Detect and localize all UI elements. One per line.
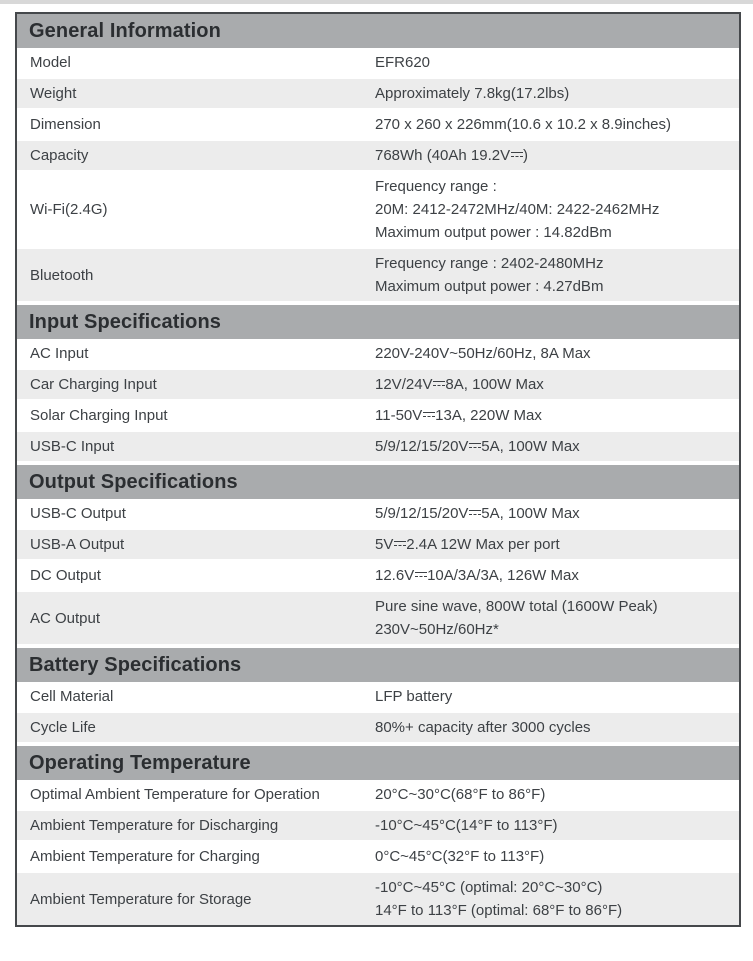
spec-label: AC Input: [30, 345, 89, 362]
spec-value-line: Frequency range :: [375, 178, 497, 195]
section-header-output-specifications: [17, 461, 739, 499]
spec-value-line: 12V/24V 8A, 100W Max: [375, 376, 544, 393]
spec-value: [375, 373, 739, 396]
spec-value: [375, 685, 739, 708]
spec-row-usb-a-output: [17, 528, 739, 559]
spec-row-cell-material: [17, 682, 739, 711]
spec-value-line: 0°C~45°C(32°F to 113°F): [375, 848, 545, 865]
page-top-divider: [0, 0, 753, 4]
spec-value-line: 270 x 260 x 226mm(10.6 x 10.2 x 8.9inches): [375, 116, 672, 133]
spec-row-dc-output: [17, 559, 739, 590]
spec-value: [375, 845, 739, 868]
dc-symbol-icon: [394, 541, 406, 549]
spec-label: USB-C Output: [30, 505, 126, 522]
spec-value-line: 14°F to 113°F (optimal: 68°F to 86°F): [375, 902, 623, 919]
spec-value: [375, 51, 739, 74]
section-title: Output Specifications: [29, 471, 238, 493]
spec-value-line: 5/9/12/15/20V 5A, 100W Max: [375, 438, 580, 455]
spec-label: Ambient Temperature for Discharging: [30, 817, 279, 834]
spec-row-optimal-ambient-temperature-for-operation: [17, 780, 739, 809]
spec-value-line: Maximum output power : 4.27dBm: [375, 278, 604, 295]
spec-value-line: -10°C~45°C(14°F to 113°F): [375, 817, 558, 834]
spec-value-line: 230V~50Hz/60Hz*: [375, 621, 499, 638]
spec-label: Weight: [30, 85, 77, 102]
section-title: General Information: [29, 20, 221, 42]
spec-label: Capacity: [30, 147, 89, 164]
spec-value: [375, 595, 739, 641]
spec-label: Solar Charging Input: [30, 407, 168, 424]
spec-label: DC Output: [30, 567, 101, 584]
spec-value: [375, 502, 739, 525]
spec-row-model: [17, 48, 739, 77]
spec-value-line: Maximum output power : 14.82dBm: [375, 224, 612, 241]
spec-row-dimension: [17, 108, 739, 139]
section-title: Operating Temperature: [29, 752, 251, 774]
spec-value: [375, 533, 739, 556]
spec-label: Cycle Life: [30, 719, 96, 736]
spec-value: [375, 252, 739, 298]
section-title: Battery Specifications: [29, 654, 242, 676]
spec-value-line: 11-50V 13A, 220W Max: [375, 407, 542, 424]
spec-row-car-charging-input: [17, 368, 739, 399]
dc-symbol-icon: [415, 572, 427, 580]
spec-value: [375, 404, 739, 427]
section-header-input-specifications: [17, 301, 739, 339]
spec-value-line: 80%+ capacity after 3000 cycles: [375, 719, 591, 736]
section-title: Input Specifications: [29, 311, 222, 333]
spec-row-cycle-life: [17, 711, 739, 742]
spec-value: [375, 342, 739, 365]
spec-value: [375, 144, 739, 167]
spec-label: Car Charging Input: [30, 376, 157, 393]
spec-value-line: Pure sine wave, 800W total (1600W Peak): [375, 598, 658, 615]
spec-row-capacity: [17, 139, 739, 170]
spec-label: Cell Material: [30, 688, 114, 705]
spec-value: [375, 564, 739, 587]
spec-value-line: 5V 2.4A 12W Max per port: [375, 536, 560, 553]
spec-row-weight: [17, 77, 739, 108]
spec-table: [15, 12, 741, 927]
spec-label: Model: [30, 54, 71, 71]
spec-value: [375, 716, 739, 739]
dc-symbol-icon: [511, 152, 523, 160]
spec-row-ambient-temperature-for-discharging: [17, 809, 739, 840]
spec-row-usb-c-output: [17, 499, 739, 528]
spec-value-line: 20°C~30°C(68°F to 86°F): [375, 786, 546, 803]
spec-row-solar-charging-input: [17, 399, 739, 430]
spec-value-line: -10°C~45°C (optimal: 20°C~30°C): [375, 879, 603, 896]
spec-row-bluetooth: [17, 247, 739, 301]
section-header-operating-temperature: [17, 742, 739, 780]
spec-value-line: 20M: 2412-2472MHz/40M: 2422-2462MHz: [375, 201, 660, 218]
spec-value-line: 768Wh (40Ah 19.2V ): [375, 147, 528, 164]
spec-row-wi-fi-2-4g: [17, 170, 739, 247]
spec-label: USB-C Input: [30, 438, 115, 455]
spec-value: [375, 113, 739, 136]
section-header-battery-specifications: [17, 644, 739, 682]
section-header-general-information: [17, 14, 739, 48]
spec-value: [375, 876, 739, 922]
spec-label: AC Output: [30, 609, 101, 627]
spec-row-ac-output: [17, 590, 739, 644]
spec-value: [375, 814, 739, 837]
spec-label: Bluetooth: [30, 266, 94, 284]
spec-label: Optimal Ambient Temperature for Operation: [30, 786, 320, 803]
spec-label: Ambient Temperature for Charging: [30, 848, 260, 865]
dc-symbol-icon: [469, 510, 481, 518]
spec-row-ambient-temperature-for-storage: [17, 871, 739, 925]
spec-label: Ambient Temperature for Storage: [30, 890, 252, 908]
spec-value: [375, 82, 739, 105]
spec-row-ambient-temperature-for-charging: [17, 840, 739, 871]
dc-symbol-icon: [423, 412, 435, 420]
spec-value-line: 220V-240V~50Hz/60Hz, 8A Max: [375, 345, 591, 362]
spec-row-ac-input: [17, 339, 739, 368]
spec-label: Wi-Fi(2.4G): [30, 201, 108, 218]
spec-value: [375, 783, 739, 806]
spec-value-line: Frequency range : 2402-2480MHz: [375, 255, 604, 272]
spec-label: Dimension: [30, 116, 101, 133]
spec-value-line: LFP battery: [375, 688, 453, 705]
dc-symbol-icon: [433, 381, 445, 389]
spec-value: [375, 435, 739, 458]
dc-symbol-icon: [469, 443, 481, 451]
spec-value-line: 12.6V 10A/3A/3A, 126W Max: [375, 567, 579, 584]
spec-value-line: 5/9/12/15/20V 5A, 100W Max: [375, 505, 580, 522]
spec-value-line: EFR620: [375, 54, 431, 71]
spec-row-usb-c-input: [17, 430, 739, 461]
spec-value: [375, 175, 739, 244]
spec-value-line: Approximately 7.8kg(17.2lbs): [375, 85, 570, 102]
spec-label: USB-A Output: [30, 536, 125, 553]
